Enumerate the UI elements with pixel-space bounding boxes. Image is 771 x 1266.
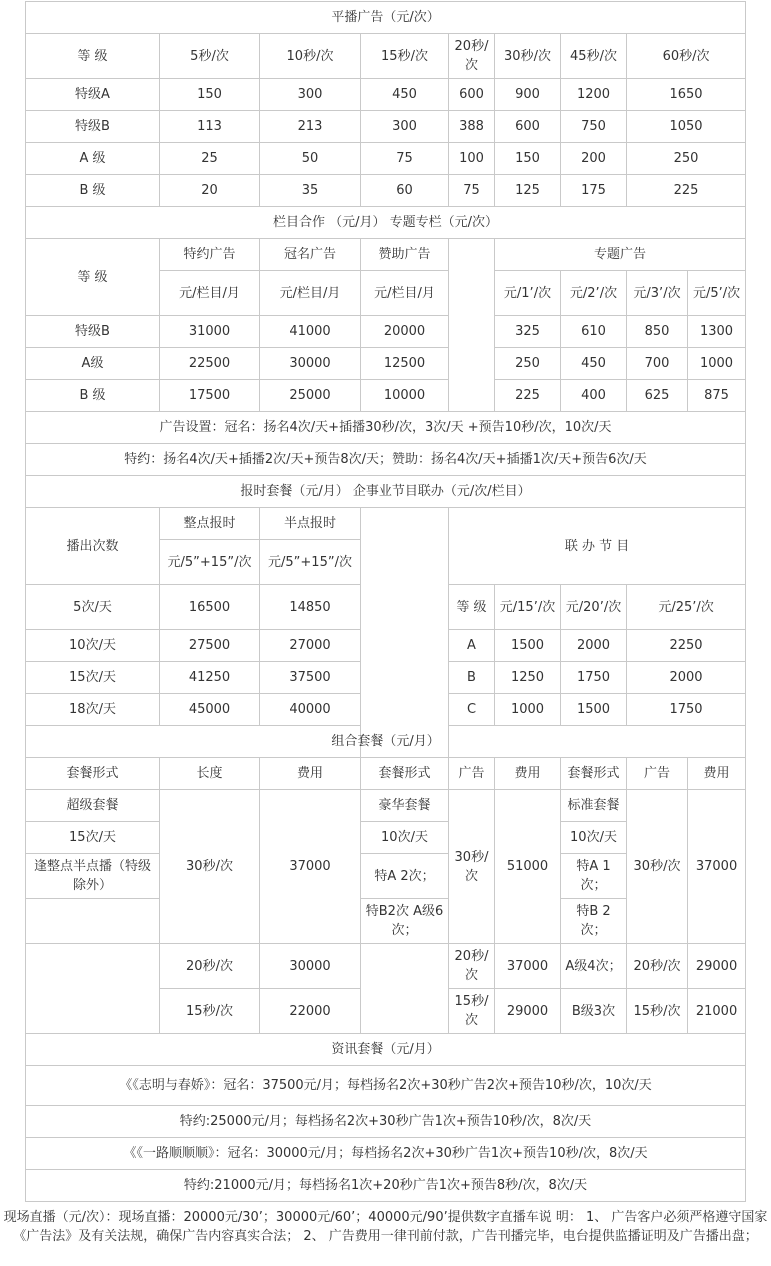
time-unit-cell: 元/5”+15”/次 [160,540,260,585]
blank-cell [26,944,160,1034]
luxury-package-item: 10次/天 [361,822,449,854]
news-section-title: 资讯套餐（元/月） [26,1034,746,1066]
table-row [26,316,746,348]
price-cell: 1750 [627,694,746,726]
length-cell: 15秒/次 [449,989,495,1034]
price-cell: 700 [627,348,688,380]
flat-header-cell: 20秒/次 [449,34,495,79]
table-row [26,79,746,111]
combo-header-cell: 费用 [688,758,746,790]
price-cell: 850 [627,316,688,348]
combo-header-cell: 费用 [495,758,561,790]
time-header-cell: 整点报时 [160,508,260,540]
column-section-title: 栏目合作 （元/月） 专题专栏（元/次） [26,207,746,239]
flat-header-cell: 5秒/次 [160,34,260,79]
table-row [26,348,746,380]
price-cell: 1250 [495,662,561,694]
combo-header-cell: 套餐形式 [561,758,627,790]
joint-header-cell: 元/15’/次 [495,585,561,630]
standard-package-item: B级3次 [561,989,627,1034]
topic-unit-cell: 元/5’/次 [688,271,746,316]
price-cell: 2250 [627,630,746,662]
grade-cell: 特级A [26,79,160,111]
luxury-package-item: 特B2次 A级6次； [361,899,449,944]
combo-header-row [26,758,746,790]
luxury-package-name: 豪华套餐 [361,790,449,822]
price-cell: 22500 [160,348,260,380]
column-header-row [26,239,746,271]
luxury-package-item: 特A 2次； [361,854,449,899]
price-cell: 450 [561,348,627,380]
news-package-line: 特约:25000元/月；每档扬名2次+30秒广告1次+预告10秒/次，8次/天 [26,1106,746,1138]
price-cell: 37500 [260,662,361,694]
flat-header-row [26,34,746,79]
length-cell: 30秒/次 [160,790,260,944]
price-cell: 20 [160,175,260,207]
price-cell: 1750 [561,662,627,694]
length-cell: 30秒/次 [449,790,495,944]
price-cell: 10000 [361,380,449,412]
table-row [26,111,746,143]
time-header-row [26,508,746,540]
price-cell: 41000 [260,316,361,348]
price-cell: 1050 [627,111,746,143]
price-cell: 600 [495,111,561,143]
price-cell: 51000 [495,790,561,944]
price-cell: 300 [361,111,449,143]
news-package-line: 《《一路顺顺顺》：冠名：30000元/月；每档扬名2次+30秒广告1次+预告10秒/次，8次/天 [26,1138,746,1170]
price-cell: 37000 [495,944,561,989]
price-cell: 37000 [260,790,361,944]
count-cell: 10次/天 [26,630,160,662]
price-cell: 150 [160,79,260,111]
time-unit-cell: 元/5”+15”/次 [260,540,361,585]
price-cell: 1200 [561,79,627,111]
price-cell: 1300 [688,316,746,348]
price-cell: 25 [160,143,260,175]
combo-section-title: 组合套餐（元/月） [26,726,746,758]
ad-setting-note: 广告设置：冠名：扬名4次/天+插播30秒/次，3次/天 +预告10秒/次，10次/天 [26,412,746,444]
length-cell: 30秒/次 [627,790,688,944]
combo-header-cell: 费用 [260,758,361,790]
combo-header-cell: 广告 [627,758,688,790]
price-cell: 610 [561,316,627,348]
table-row [26,380,746,412]
price-cell: 2000 [627,662,746,694]
price-cell: 300 [260,79,361,111]
footer-note: 现场直播（元/次）：现场直播：20000元/30’；30000元/60’；40000元/90’提供数字直播车说 明： 1、 广告客户必须严格遵守国家《广告法》及有关法规，确保广告内容真实合法； 2、 广告费用一律刊前付款，广告刊播完毕，电台提供监播证明及广告播出盘； [3,1210,768,1244]
length-cell: 20秒/次 [449,944,495,989]
price-cell: 225 [627,175,746,207]
joint-program-header: 联 办 节 目 [449,508,746,585]
flat-header-cell: 等 级 [26,34,160,79]
price-cell: 400 [561,380,627,412]
count-cell: 15次/天 [26,662,160,694]
flat-header-cell: 45秒/次 [561,34,627,79]
time-header-cell: 半点报时 [260,508,361,540]
price-cell: 17500 [160,380,260,412]
table-row [26,175,746,207]
blank-cell [26,899,160,944]
length-cell: 20秒/次 [627,944,688,989]
coop-unit-cell: 元/栏目/月 [361,271,449,316]
grade-cell: A 级 [26,143,160,175]
price-cell: 29000 [495,989,561,1034]
price-cell: 16500 [160,585,260,630]
flat-section-title: 平播广告（元/次） [26,2,746,34]
price-cell: 75 [361,143,449,175]
blank-cell [361,508,449,758]
price-cell: 113 [160,111,260,143]
flat-header-cell: 10秒/次 [260,34,361,79]
standard-package-item: A级4次； [561,944,627,989]
grade-cell: 特级B [26,111,160,143]
joint-grade-header: 等 级 [449,585,495,630]
grade-cell: B 级 [26,175,160,207]
topic-unit-cell: 元/1’/次 [495,271,561,316]
combo-header-cell: 广告 [449,758,495,790]
length-cell: 15秒/次 [160,989,260,1034]
price-cell: 125 [495,175,561,207]
joint-header-cell: 元/20’/次 [561,585,627,630]
grade-cell: A级 [26,348,160,380]
topic-header-cell: 专题广告 [495,239,746,271]
coop-header-cell: 冠名广告 [260,239,361,271]
price-cell: 225 [495,380,561,412]
price-cell: 388 [449,111,495,143]
combo-row [26,944,746,989]
flat-header-cell: 15秒/次 [361,34,449,79]
price-cell: 35 [260,175,361,207]
price-cell: 60 [361,175,449,207]
price-cell: 20000 [361,316,449,348]
length-cell: 15秒/次 [627,989,688,1034]
price-cell: 1650 [627,79,746,111]
combo-header-cell: 长度 [160,758,260,790]
super-package-item: 15次/天 [26,822,160,854]
price-cell: 250 [495,348,561,380]
price-cell: 27000 [260,630,361,662]
price-cell: 30000 [260,944,361,989]
blank-cell [361,944,449,1034]
price-cell: 45000 [160,694,260,726]
joint-header-cell: 元/25’/次 [627,585,746,630]
count-cell: 18次/天 [26,694,160,726]
price-cell: 37000 [688,790,746,944]
combo-header-cell: 套餐形式 [26,758,160,790]
price-cell: 750 [561,111,627,143]
price-cell: 27500 [160,630,260,662]
table-row [26,143,746,175]
price-cell: 2000 [561,630,627,662]
coop-unit-cell: 元/栏目/月 [160,271,260,316]
price-cell: 625 [627,380,688,412]
standard-package-item: 10次/天 [561,822,627,854]
length-cell: 20秒/次 [160,944,260,989]
price-cell: 175 [561,175,627,207]
super-package-name: 超级套餐 [26,790,160,822]
price-cell: 1500 [495,630,561,662]
news-package-line: 《《志明与春娇》：冠名：37500元/月；每档扬名2次+30秒广告2次+预告10秒/次，10次/天 [26,1066,746,1106]
column-grade-header: 等 级 [26,239,160,316]
grade-cell: A [449,630,495,662]
price-cell: 250 [627,143,746,175]
price-cell: 29000 [688,944,746,989]
price-cell: 40000 [260,694,361,726]
price-cell: 1000 [688,348,746,380]
price-cell: 875 [688,380,746,412]
price-cell: 450 [361,79,449,111]
price-cell: 14850 [260,585,361,630]
sponsor-note: 特约：扬名4次/天+插播2次/天+预告8次/天；赞助：扬名4次/天+插播1次/天+预告6次/天 [26,444,746,476]
super-package-item: 逢整点半点播（特级除外） [26,854,160,899]
price-cell: 22000 [260,989,361,1034]
grade-cell: C [449,694,495,726]
price-cell: 30000 [260,348,361,380]
combo-header-cell: 套餐形式 [361,758,449,790]
grade-cell: B [449,662,495,694]
price-cell: 1000 [495,694,561,726]
coop-header-cell: 赞助广告 [361,239,449,271]
price-cell: 31000 [160,316,260,348]
price-cell: 600 [449,79,495,111]
topic-unit-cell: 元/3’/次 [627,271,688,316]
price-cell: 100 [449,143,495,175]
news-package-line: 特约:21000元/月；每档扬名1次+20秒广告1次+预告8秒/次，8次/天 [26,1170,746,1202]
combo-row [26,790,746,822]
price-cell: 75 [449,175,495,207]
price-cell: 213 [260,111,361,143]
flat-header-cell: 60秒/次 [627,34,746,79]
broadcast-count-header: 播出次数 [26,508,160,585]
time-section-title: 报时套餐（元/月） 企事业节目联办（元/次/栏目） [26,476,746,508]
count-cell: 5次/天 [26,585,160,630]
price-cell: 150 [495,143,561,175]
standard-package-item: 特A 1次； [561,854,627,899]
topic-unit-cell: 元/2’/次 [561,271,627,316]
price-cell: 25000 [260,380,361,412]
price-cell: 1500 [561,694,627,726]
price-cell: 200 [561,143,627,175]
coop-header-cell: 特约广告 [160,239,260,271]
price-cell: 12500 [361,348,449,380]
standard-package-item: 特B 2次； [561,899,627,944]
price-cell: 325 [495,316,561,348]
flat-header-cell: 30秒/次 [495,34,561,79]
price-cell: 50 [260,143,361,175]
price-cell: 900 [495,79,561,111]
price-cell: 41250 [160,662,260,694]
grade-cell: 特级B [26,316,160,348]
price-cell: 21000 [688,989,746,1034]
coop-unit-cell: 元/栏目/月 [260,271,361,316]
standard-package-name: 标准套餐 [561,790,627,822]
blank-cell [449,239,495,412]
grade-cell: B 级 [26,380,160,412]
ad-rate-table [25,1,746,1202]
